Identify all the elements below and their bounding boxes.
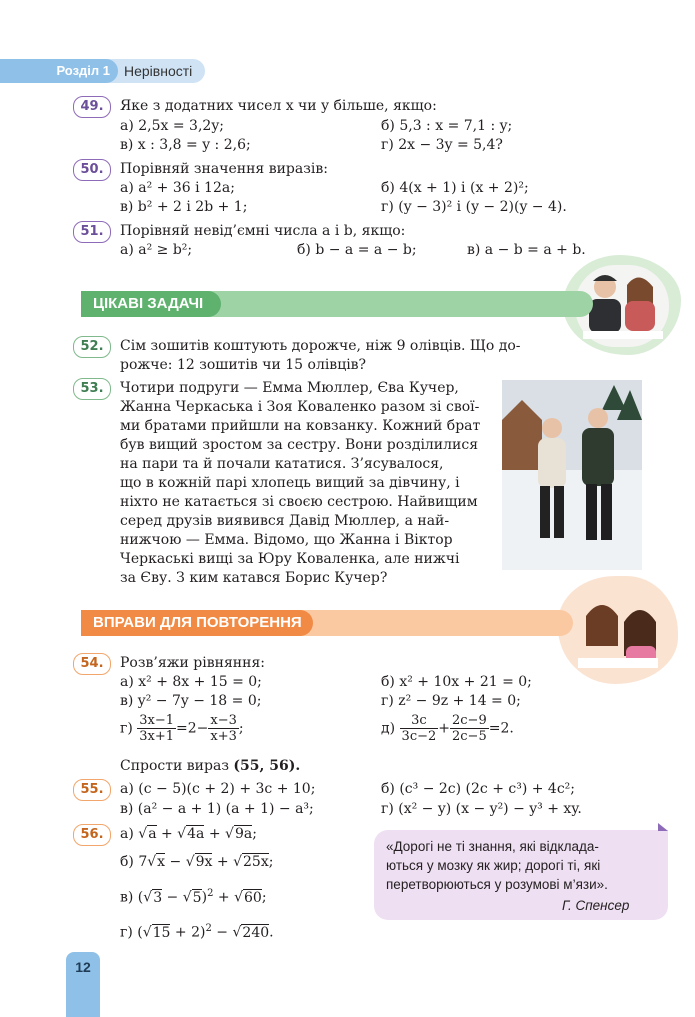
problem-49-text: Яке з додатних чисел x чи y більше, якщо: <box>120 98 437 114</box>
quote-author: Г. Спенсер <box>562 898 630 913</box>
problem-50-number: 50. <box>73 159 111 181</box>
problem-55-d: г) (x² − y) (x − y²) − y³ + xy. <box>381 801 582 817</box>
problem-52-number: 52. <box>73 336 111 358</box>
problem-55-number: 55. <box>73 779 111 801</box>
problem-51-text: Порівняй невід’ємні числа a і b, якщо: <box>120 223 406 239</box>
problem-50-b: б) 4(x + 1) і (x + 2)²; <box>381 180 529 196</box>
problem-56-b: б) 7√x − √9x + √25x; <box>120 854 274 870</box>
fraction: $\frac{3c}{3c-2}$ <box>401 713 437 744</box>
problem-53-line: на пари та й почали кататися. З’ясувалося, <box>120 456 444 472</box>
fraction: $\frac{2c-9}{2c-5}$ <box>452 713 487 744</box>
problem-53-line: Черкаські вищі за Юру Коваленка, але нижчі <box>120 551 460 567</box>
problem-54-d: г) z² − 9z + 14 = 0; <box>381 693 521 709</box>
problem-54-a: а) x² + 8x + 15 = 0; <box>120 674 262 690</box>
problem-51-c: в) a − b = a + b. <box>467 242 586 258</box>
problem-56-c: в) $(√3 - √5)^2 + √60$; <box>120 888 267 906</box>
problem-53-line: Чотири подруги — Емма Мюллер, Єва Кучер, <box>120 380 459 396</box>
problem-54-b: б) x² + 10x + 21 = 0; <box>381 674 532 690</box>
problem-53-number: 53. <box>73 378 111 400</box>
problem-53-line: ми братами прийшли на ковзанку. Кожний брат <box>120 418 481 434</box>
problem-56-a: а) √a + √4a + √9a; <box>120 826 257 842</box>
quote-line: «Дорогі не ті знання, які відклада- <box>386 839 599 854</box>
problem-50-d: г) (y − 3)² і (y − 2)(y − 4). <box>381 199 567 215</box>
banner-interesting-problems-label: ЦІКАВІ ЗАДАЧІ <box>81 291 221 317</box>
problem-53-line: нижчою — Емма. Відомо, що Жанна і Віктор <box>120 532 453 548</box>
problem-49-b: б) 5,3 : x = 7,1 : y; <box>381 118 513 134</box>
fraction: $\frac{3x-1}{3x+1}$ <box>139 713 175 744</box>
section-title: Нерівності <box>124 63 193 79</box>
problem-50-text: Порівняй значення виразів: <box>120 161 328 177</box>
problem-56-d: г) $(√15 + 2)^2 - √240$. <box>120 923 274 941</box>
problem-53-line: Жанна Черкаська і Зоя Коваленко разом зі свої- <box>120 399 480 415</box>
problem-51-b: б) b − a = a − b; <box>297 242 417 258</box>
problem-49-d: г) 2x − 3y = 5,4? <box>381 137 503 153</box>
problem-49-c: в) x : 3,8 = y : 2,6; <box>120 137 251 153</box>
girls-photo <box>558 576 678 684</box>
problem-50-a: а) a² + 36 і 12a; <box>120 180 235 196</box>
problem-53-line: серед друзів виявився Давід Мюллер, а най- <box>120 513 450 529</box>
problem-52-line1: Сім зошитів коштують дорожче, ніж 9 олівців. Що до- <box>120 338 521 354</box>
problem-52-line2: рожче: 12 зошитів чи 15 олівців? <box>120 357 367 373</box>
problem-53-line: що в кожній парі хлопець вищий за дівчину, і <box>120 475 460 491</box>
problem-53-line: був вищий зростом за сестру. Вони розділилися <box>120 437 479 453</box>
problem-50-c: в) b² + 2 і 2b + 1; <box>120 199 248 215</box>
problem-54-text: Розв’яжи рівняння: <box>120 655 266 671</box>
problem-51-a: а) a² ≥ b²; <box>120 242 193 258</box>
problem-49-a: а) 2,5x = 3,2y; <box>120 118 224 134</box>
section-label: Розділ 1 <box>0 59 118 83</box>
problem-53-line: ніхто не катається зі своєю сестрою. Найвищим <box>120 494 478 510</box>
problem-49-number: 49. <box>73 96 111 118</box>
problem-54-e: г) $\frac{3x-1}{3x+1}$ =2− $\frac{x-3}{x+3}$ ; <box>120 713 244 744</box>
problem-55-a: а) (c − 5)(c + 2) + 3c + 10; <box>120 781 316 797</box>
problem-54-f: д) $\frac{3c}{3c-2}$ + $\frac{2c-9}{2c-5}$ =2. <box>381 713 514 744</box>
quote-line: ються у мозку як жир; дорогі ті, які <box>386 858 601 873</box>
problem-54-number: 54. <box>73 653 111 675</box>
problem-54-c: в) y² − 7y − 18 = 0; <box>120 693 262 709</box>
problem-55-b: б) (c³ − 2c) (2c + c³) + 4c²; <box>381 781 576 797</box>
quote-corner <box>658 823 668 831</box>
fraction: $\frac{x-3}{x+3}$ <box>210 713 237 744</box>
banner-review-exercises-label: ВПРАВИ ДЛЯ ПОВТОРЕННЯ <box>81 610 313 636</box>
simplify-instruction: Спрости вираз (55, 56). <box>120 758 301 774</box>
problem-53-line: за Єву. З ким катався Борис Кучер? <box>120 570 388 586</box>
problem-51-number: 51. <box>73 221 111 243</box>
page-number: 12 <box>66 952 100 1017</box>
skating-photo <box>502 380 642 570</box>
problem-56-number: 56. <box>73 824 111 846</box>
problem-55-c: в) (a² − a + 1) (a + 1) − a³; <box>120 801 314 817</box>
quote-line: перетворюються у розумові м’язи». <box>386 877 608 892</box>
